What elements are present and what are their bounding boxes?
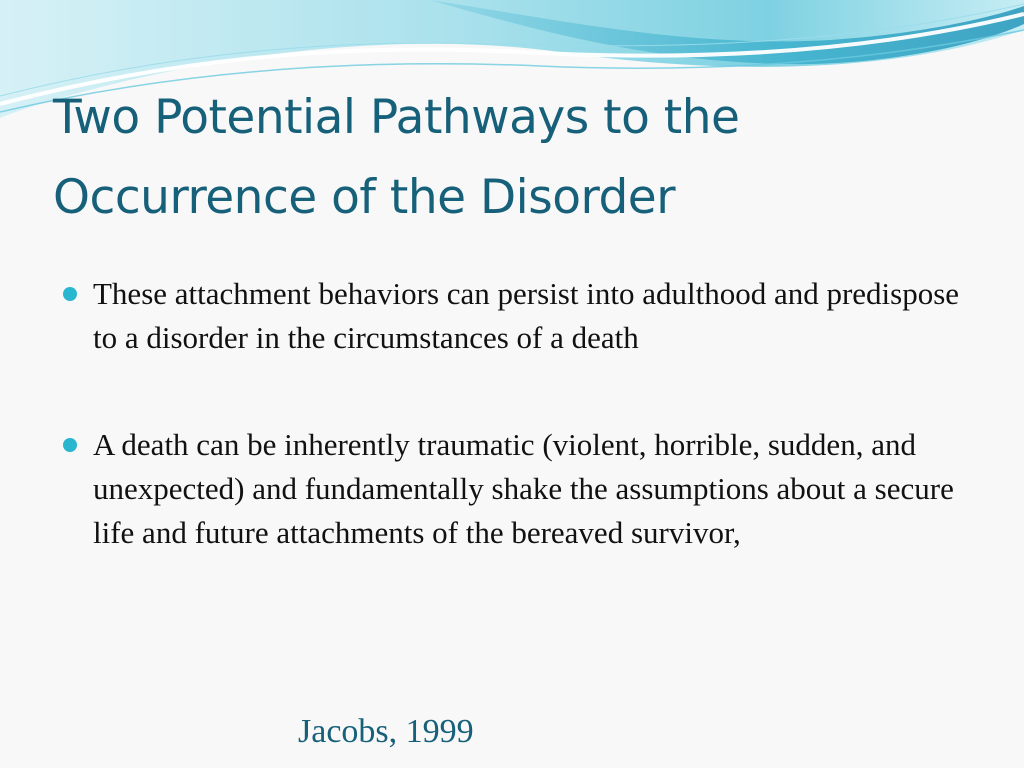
bullet-text: A death can be inherently traumatic (violent, horrible, sudden, and unexpected) and fundamentally shake the assumptions about a secure life and future attachments of the bereaved survivor,	[93, 427, 954, 550]
bullet-list	[60, 272, 980, 555]
bullet-dot-icon	[63, 287, 77, 301]
slide-title: Two Potential Pathways to the Occurrence of the Disorder	[53, 90, 740, 225]
bullet-item	[60, 272, 980, 360]
citation: Jacobs, 1999	[298, 713, 474, 750]
bullet-item	[60, 423, 980, 555]
bullet-text: These attachment behaviors can persist into adulthood and predispose to a disorder in the circumstances of a death	[93, 276, 960, 355]
bullet-dot-icon	[63, 438, 77, 452]
